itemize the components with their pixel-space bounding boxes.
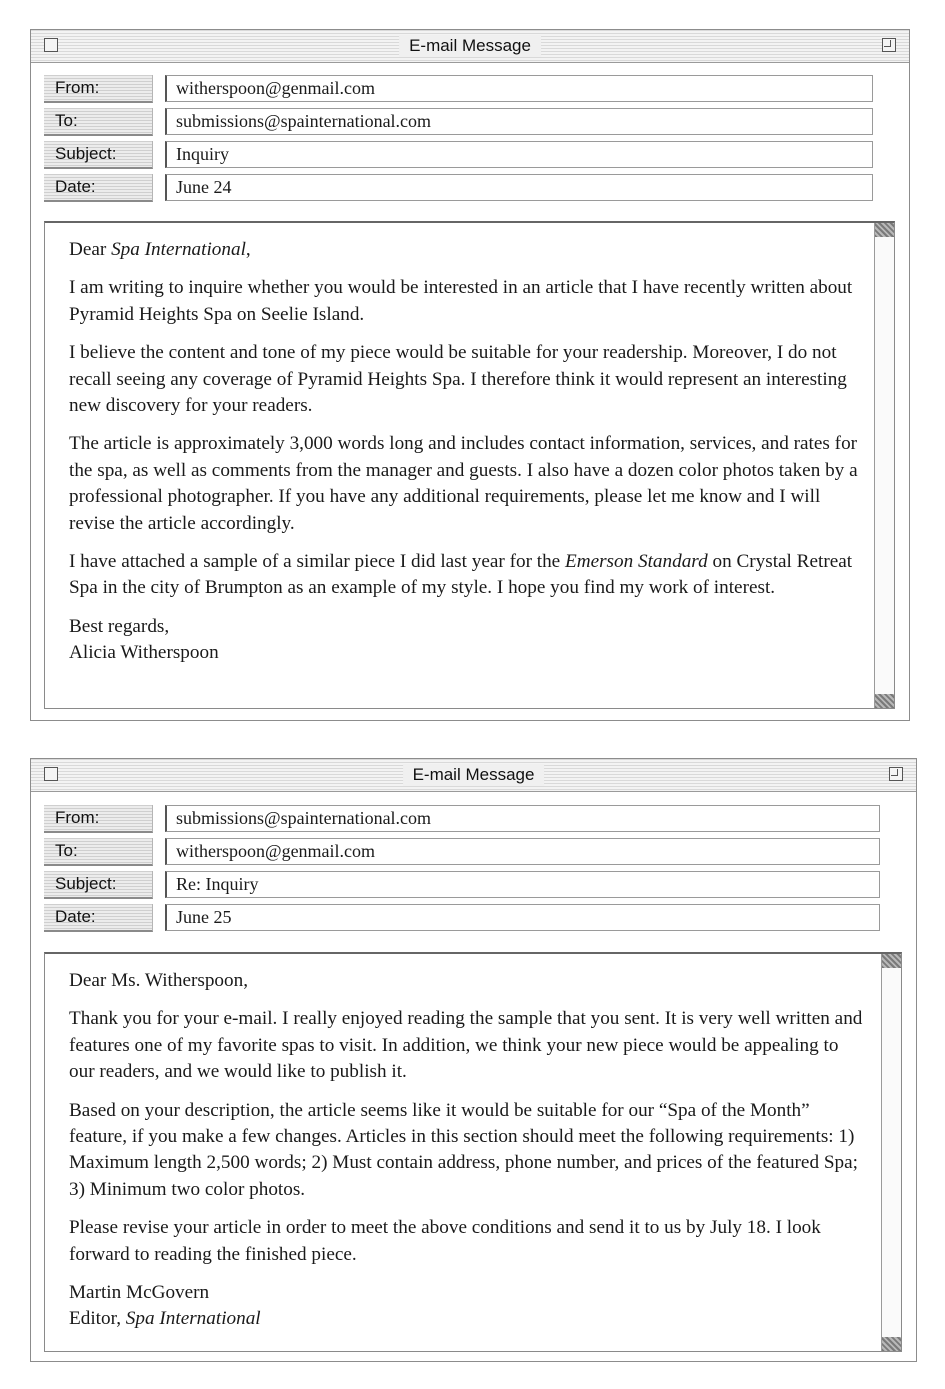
to-field[interactable]: submissions@spainternational.com bbox=[165, 108, 873, 135]
greeting-prefix: Dear bbox=[69, 239, 112, 260]
vertical-scrollbar[interactable] bbox=[881, 954, 901, 1351]
date-row bbox=[44, 904, 880, 934]
scroll-up-arrow-icon[interactable] bbox=[882, 954, 901, 968]
p4-text-before: I have attached a sample of a similar piece I did last year for the bbox=[69, 551, 565, 573]
window-title: E-mail Message bbox=[403, 764, 545, 786]
to-field[interactable]: witherspoon@genmail.com bbox=[165, 838, 880, 865]
to-row bbox=[44, 838, 880, 868]
greeting-suffix: , bbox=[245, 239, 251, 260]
message-body[interactable] bbox=[44, 952, 902, 1352]
publication-name: Spa International bbox=[125, 1308, 261, 1330]
scroll-down-arrow-icon[interactable] bbox=[882, 1337, 901, 1351]
date-label: Date: bbox=[44, 904, 153, 932]
paragraph-2: Based on your description, the article seems like it would be suitable for our “Spa of the Month” feature, if you make a few changes. Articles in this section should meet the following requirements: 1) Maximum length 2,500 words; 2) Must contain address, phone number, and prices of the featured Spa; 3) Minimum two color photos. bbox=[69, 1099, 858, 1200]
close-box-icon[interactable] bbox=[44, 38, 58, 52]
to-row bbox=[44, 108, 873, 138]
subject-label: Subject: bbox=[44, 871, 153, 899]
greeting: Dear Ms. Witherspoon, bbox=[69, 970, 248, 991]
signature: Martin McGovern bbox=[69, 1282, 210, 1304]
window-titlebar[interactable] bbox=[31, 30, 909, 63]
subject-row bbox=[44, 871, 880, 901]
to-label: To: bbox=[44, 838, 153, 866]
vertical-scrollbar[interactable] bbox=[874, 223, 894, 708]
window-title: E-mail Message bbox=[399, 35, 541, 57]
message-body[interactable] bbox=[44, 221, 895, 709]
date-row bbox=[44, 174, 873, 204]
letter-text bbox=[69, 237, 858, 667]
window-titlebar[interactable] bbox=[31, 759, 916, 792]
zoom-box-icon[interactable] bbox=[882, 38, 896, 52]
greeting-recipient: Spa International bbox=[111, 239, 246, 260]
paragraph-4 bbox=[69, 549, 858, 602]
scroll-down-arrow-icon[interactable] bbox=[875, 694, 894, 708]
date-field[interactable]: June 25 bbox=[165, 904, 880, 931]
paragraph-3: Please revise your article in order to meet the above conditions and send it to us by July 18. I look forward to reading the finished piece. bbox=[69, 1217, 821, 1265]
from-field[interactable]: submissions@spainternational.com bbox=[165, 805, 880, 832]
signature-title bbox=[69, 1306, 865, 1332]
p4-text-after: on Crystal Retreat Spa in the city of Brumpton as an example of my style. I hope you find my work of interest. bbox=[69, 551, 853, 599]
subject-field[interactable]: Inquiry bbox=[165, 141, 873, 168]
title-prefix: Editor, bbox=[69, 1308, 126, 1330]
greeting bbox=[69, 237, 858, 263]
from-label: From: bbox=[44, 805, 153, 833]
paragraph-2: I believe the content and tone of my piece would be suitable for your readership. Moreover, I do not recall seeing any coverage of Pyramid Heights Spa. I therefore think it would represent an interesting new discovery for your readers. bbox=[69, 342, 847, 417]
paragraph-1: I am writing to inquire whether you would be interested in an article that I have recently written about Pyramid Heights Spa on Seelie Island. bbox=[69, 277, 853, 325]
letter-text bbox=[69, 968, 865, 1333]
to-label: To: bbox=[44, 108, 153, 136]
scroll-up-arrow-icon[interactable] bbox=[875, 223, 894, 237]
close-box-icon[interactable] bbox=[44, 767, 58, 781]
subject-row bbox=[44, 141, 873, 171]
zoom-box-icon[interactable] bbox=[889, 767, 903, 781]
closing: Best regards, bbox=[69, 615, 170, 637]
date-field[interactable]: June 24 bbox=[165, 174, 873, 201]
from-row bbox=[44, 75, 873, 105]
from-field[interactable]: witherspoon@genmail.com bbox=[165, 75, 873, 102]
publication-name: Emerson Standard bbox=[565, 551, 708, 573]
signature: Alicia Witherspoon bbox=[69, 642, 219, 664]
email-window-1 bbox=[30, 29, 910, 721]
from-label: From: bbox=[44, 75, 153, 103]
date-label: Date: bbox=[44, 174, 153, 202]
email-window-2 bbox=[30, 758, 917, 1362]
paragraph-1: Thank you for your e-mail. I really enjoyed reading the sample that you sent. It is very well written and features one of my favorite spas to visit. In addition, we think your new piece would be appealing to our readers, and we would like to publish it. bbox=[69, 1008, 863, 1083]
subject-field[interactable]: Re: Inquiry bbox=[165, 871, 880, 898]
subject-label: Subject: bbox=[44, 141, 153, 169]
paragraph-3: The article is approximately 3,000 words long and includes contact information, services, and rates for the spa, as well as comments from the manager and guests. I also have a dozen color photos taken by a professional photographer. If you have any additional requirements, please let me know and I will revise the article accordingly. bbox=[69, 433, 858, 534]
from-row bbox=[44, 805, 880, 835]
